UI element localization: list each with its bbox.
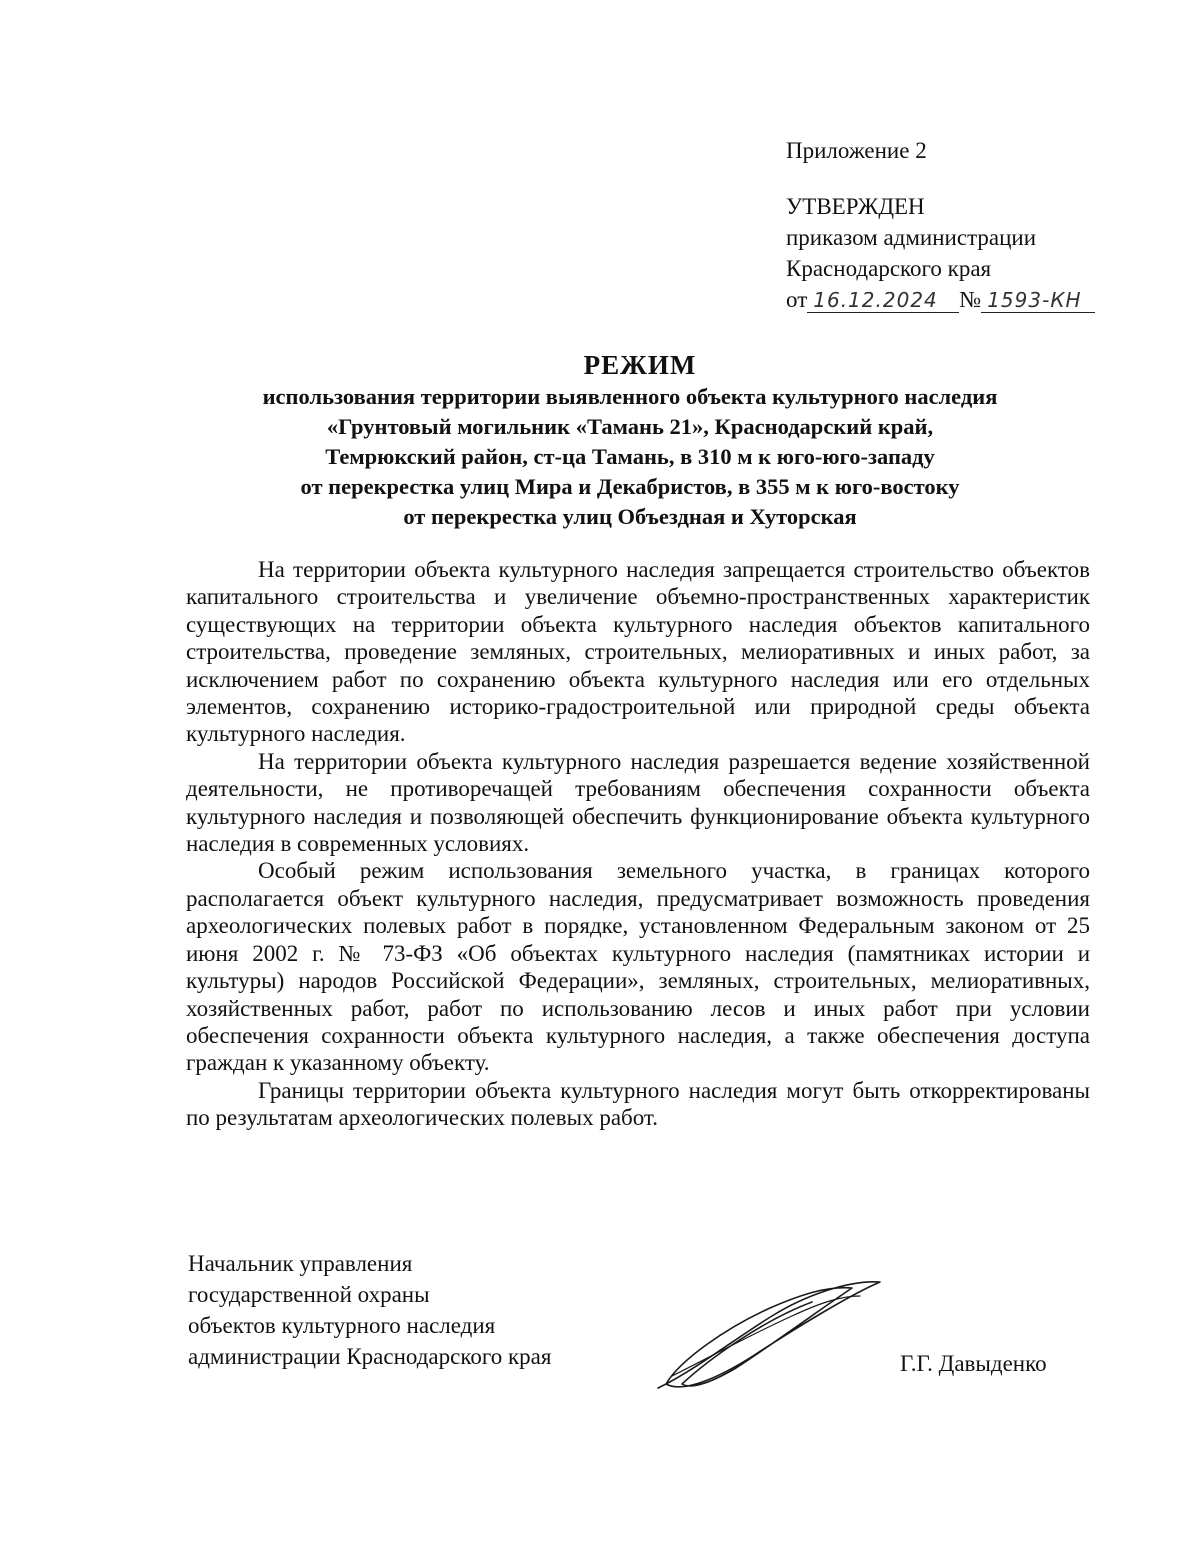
document-title: [0, 348, 1200, 532]
paragraph-3: Особый режим использования земельного участка, в границах которого располагается объект культурного наследия, предусматривает возможность проведения археологических полевых работ в порядке, установленном Федеральным законом от 25 июня 2002 г. № 73-ФЗ «Об объектах культурного наследия (памятниках истории и культуры) народов Российской Федерации», земляных, строительных, мелиоративных, хозяйственных работ, работ по использованию лесов и иных работ при условии обеспечения сохранности объекта культурного наследия, а также обеспечения доступа граждан к указанному объекту.: [186, 858, 1090, 1076]
title-line-3: Темрюкский район, ст-ца Тамань, в 310 м к юго-юго-западу: [325, 444, 935, 469]
approval-block: [786, 135, 1095, 315]
approved-label: УТВЕРЖДЕН: [786, 194, 925, 219]
title-line-4: от перекрестка улиц Мира и Декабристов, в 355 м к юго-востоку: [300, 474, 960, 499]
signatory-position: [188, 1248, 551, 1372]
document-body: [186, 556, 1090, 1132]
title-line-1: использования территории выявленного объекта культурного наследия: [262, 384, 998, 409]
number-prefix: №: [959, 287, 982, 312]
handwritten-number: 1593-КН: [981, 288, 1095, 313]
paragraph-1: На территории объекта культурного наследия запрещается строительство объектов капитального строительства и увеличение объемно-пространственных характеристик существующих на территории объекта культурного наследия объектов капитального строительства, проведение земляных, строительных, мелиоративных и иных работ, за исключением работ по сохранению объекта культурного наследия или его отдельных элементов, сохранению историко-градостроительной или природной среды объекта культурного наследия.: [186, 557, 1090, 747]
signatory-line-3: объектов культурного наследия: [188, 1313, 496, 1338]
handwritten-signature: [652, 1276, 888, 1396]
title-line-2: «Грунтовый могильник «Тамань 21», Краснодарский край,: [326, 414, 934, 439]
title-line-5: от перекрестка улиц Объездная и Хуторская: [403, 504, 857, 529]
approval-line-2: Краснодарского края: [786, 256, 992, 281]
approval-line-1: приказом администрации: [786, 225, 1037, 250]
date-prefix: от: [786, 287, 808, 312]
paragraph-4: Границы территории объекта культурного наследия могут быть откорректированы по результатам археологических полевых работ.: [186, 1077, 1090, 1131]
signatory-line-1: Начальник управления: [188, 1251, 413, 1276]
approval-date-line: [786, 284, 1095, 315]
signatory-line-4: администрации Краснодарского края: [188, 1344, 552, 1369]
paragraph-2: На территории объекта культурного наследия разрешается ведение хозяйственной деятельности, не противоречащей требованиям обеспечения сохранности объекта культурного наследия и позволяющей обеспечить функционирование объекта культурного наследия в современных условиях.: [186, 748, 1090, 857]
appendix-label: Приложение 2: [786, 138, 927, 163]
signatory-name: Г.Г. Давыденко: [900, 1351, 1047, 1376]
signatory-line-2: государственной охраны: [188, 1282, 430, 1307]
title-main: РЕЖИМ: [583, 350, 697, 380]
handwritten-date: 16.12.2024: [807, 288, 959, 313]
